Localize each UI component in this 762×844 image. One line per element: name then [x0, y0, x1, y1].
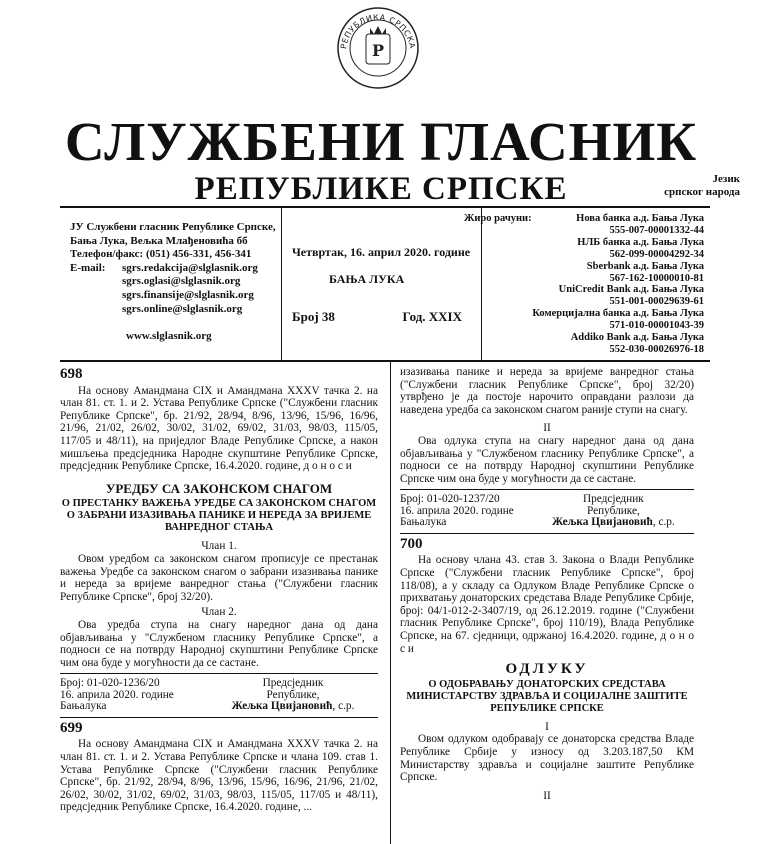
publisher-phone: Телефон/факс: (051) 456-331, 456-341: [70, 248, 252, 261]
doc-date: 16. априла 2020. године: [60, 688, 174, 701]
signer-suffix: , с.р.: [332, 700, 355, 713]
signature-block: [60, 678, 378, 713]
section-i-heading: I: [545, 720, 549, 733]
act-number-700: 700: [400, 535, 423, 552]
act-698-preamble: На основу Амандмана CIX и Амандмана XXXV тачка 2. на члан 81. ст. 1. и 2. Устава Републике Српске ("Службени гласник Републике Српске", бр. 21/92, 28/94, 8/96, 13/96, 15/96, 16/96, 21/96, 21/02, 26/02, 30/02, 31/02, 69/02, 31/03, 98/03, 115/05, 117/05 и 48/11), на приједлог Владе Републике Српске, а након мишљења предсједника Народне скупштине Републике Српске, предсједник Републике Српске, 16.4.2020. године, д о н о с и: [60, 384, 378, 473]
column-divider: [390, 362, 391, 844]
issue-info: [292, 245, 472, 325]
issue-number: Број 38: [292, 309, 335, 324]
gazette-title: СЛУЖБЕНИ ГЛАСНИК: [64, 111, 698, 172]
section-ii-heading-b: II: [543, 789, 551, 802]
bank-account: 571-010-00001043-39: [609, 320, 704, 332]
svg-text:Р: Р: [371, 41, 385, 60]
bank-name: Sberbank а.д. Бања Лука: [586, 260, 704, 272]
bank-name: Нова банка а.д. Бања Лука: [576, 213, 704, 224]
signer-name: Жељка Цвијановић: [231, 700, 333, 713]
issue-year: Год. XXIX: [402, 309, 462, 324]
bank-account: 551-001-00029639-61: [609, 296, 704, 308]
publisher-info: [70, 221, 276, 344]
doc-city: Бањалука: [60, 700, 107, 713]
article-1-heading: Члан 1.: [201, 540, 237, 553]
article-2-heading: Члан 2.: [201, 606, 237, 619]
act-separator: [60, 717, 378, 718]
section-i-text: Овом одлуком одобравају се донаторска средства Владе Републике Србије у износу од 3.203.187,50 КМ Министарству здравља и социјалне заштите Републике Српске.: [400, 733, 694, 784]
signer-title-2: Републике,: [586, 504, 640, 517]
publisher-address: Бања Лука, Вељка Млађеновића бб: [70, 234, 248, 247]
header-top-rule: [60, 206, 710, 208]
bank-label: Жиро рачуни:: [464, 213, 532, 224]
email-link[interactable]: sgrs.finansije@slglasnik.org: [122, 288, 254, 301]
act-number-699: 699: [60, 719, 83, 736]
signature-rule: [60, 673, 378, 674]
act-699-preamble: На основу Амандмана CIX и Амандмана XXXV тачка 2. на члан 81. ст. 1. и 2. Устава Републике Српске и члана 109. став 1. Устава Републике Српске ("Службени гласник Републике Српске", бр. 21/92, 28/94, 8/96, 13/96, 15/96, 16/96, 21/96, 21/02, 26/02, 30/02, 31/02, 69/02, 31/03, 98/03, 115/05, 117/05 и 48/11), предсједник Републике Српске, 16.4.2020. године, ...: [60, 738, 378, 814]
right-column: [400, 366, 694, 802]
header-divider-left: [281, 207, 282, 360]
doc-date: 16. априла 2020. године: [400, 504, 514, 517]
emblem-ring-text: РЕПУБЛИКА СРПСКА: [339, 12, 417, 50]
signer-title: Предсједник: [262, 677, 324, 690]
bank-account: 567-162-10000010-81: [609, 272, 704, 284]
issue-city: БАЊА ЛУКА: [329, 272, 405, 286]
language-note: Језик српског народа: [664, 173, 740, 198]
email-label: E-mail:: [70, 261, 106, 274]
coat-of-arms-emblem: [336, 6, 420, 90]
issue-date: Четвртак, 16. април 2020. године: [292, 245, 471, 259]
bank-name: Addiko Bank а.д. Бања Лука: [570, 332, 704, 344]
bank-name: НЛБ банка а.д. Бања Лука: [577, 236, 704, 248]
signer-suffix: , с.р.: [652, 516, 675, 529]
article-2-text: Ова уредба ступа на снагу наредног дана од дана објављивања у "Службеном гласнику Републике Српске", а подноси се на потврду Народној скупштини Републике Српске чим она буде у могућности да се састане.: [60, 618, 378, 669]
email-link[interactable]: sgrs.oglasi@slglasnik.org: [122, 275, 241, 288]
act-700-subtitle: О ОДОБРАВАЊУ ДОНАТОРСКИХ СРЕДСТАВА МИНИСТАРСТВУ ЗДРАВЉА И СОЦИЈАЛНЕ ЗАШТИТЕ РЕПУБЛИКЕ СРПСКЕ: [406, 678, 688, 714]
bank-name: UniCredit Bank а.д. Бања Лука: [558, 284, 704, 296]
bank-account: 552-030-00026976-18: [609, 343, 704, 355]
publisher-emails: [70, 262, 276, 316]
signature-rule: [400, 489, 694, 490]
bank-account: 555-007-00001332-44: [609, 224, 704, 236]
act-700-title: ОДЛУКУ: [505, 661, 589, 678]
doc-city: Бањалука: [400, 516, 447, 529]
email-link[interactable]: sgrs.redakcija@slglasnik.org: [122, 261, 258, 274]
header-bottom-rule: [60, 360, 710, 362]
signer-title-2: Републике,: [266, 688, 320, 701]
publisher-name: ЈУ Службени гласник Републике Српске,: [70, 221, 276, 233]
act-698-title: УРЕДБУ СА ЗАКОНСКОМ СНАГОМ: [105, 480, 333, 496]
act-700-preamble: На основу члана 43. став 3. Закона о Влади Републике Српске ("Службени гласник Републике Српске", број 118/08), а у складу са Одлуком Владе Републике Српске о прихватању донаторских средстава Владе Републике Србије, број: 04/1-012-2-3407/19, од 26.12.2019. године ("Службени гласник Републике Српске", број 110/19), Влада Републике Српске, на 67. сједници, одржаној 16.4.2020. године, д о н о с и: [400, 554, 694, 655]
left-column: [60, 366, 378, 814]
signer-title: Предсједник: [583, 493, 644, 506]
section-ii-heading: II: [543, 422, 551, 435]
bank-account: 562-099-00004292-34: [609, 248, 704, 260]
website-link[interactable]: www.slglasnik.org: [126, 330, 212, 343]
gazette-subtitle: РЕПУБЛИКЕ СРПСКЕ: [194, 171, 568, 207]
bank-name: Комерцијална банка а.д. Бања Лука: [532, 308, 704, 320]
email-link[interactable]: sgrs.online@slglasnik.org: [122, 302, 243, 315]
act-separator: [400, 533, 694, 534]
act-number-698: 698: [60, 366, 83, 382]
decision-continuation: изазивања панике и нереда за вријеме ванредног стања ("Службени гласник Републике Српске", број 32/20) утврђено је да постоје нарочито оправдани разлози да наведена уредба са законском снагом раније ступи на снагу.: [400, 366, 694, 416]
act-698-subtitle: О ПРЕСТАНКУ ВАЖЕЊА УРЕДБЕ СА ЗАКОНСКОМ СНАГОМ О ЗАБРАНИ ИЗАЗИВАЊА ПАНИКЕ И НЕРЕДА ЗА ВРИЈЕМЕ ВАНРЕДНОГ СТАЊА: [61, 498, 377, 534]
article-1-text: Овом уредбом са законском снагом прописује се престанак важења Уредбе са законском снагом о забрани изазивања панике и нереда за вријеме ванредног стања ("Службени гласник Републике Српске", број 32/20).: [60, 552, 378, 603]
doc-number: Број: 01-020-1237/20: [400, 493, 500, 506]
signature-block: [400, 494, 694, 529]
doc-number: Број: 01-020-1236/20: [60, 677, 160, 690]
bank-accounts: [464, 213, 704, 356]
section-ii-text: Ова одлука ступа на снагу наредног дана од дана објављивања у "Службеном гласнику Републике Српске", а подноси се на потврду Народној скупштини Републике Српске чим она буде у могућности да се састане.: [400, 434, 694, 485]
signer-name: Жељка Цвијановић: [552, 516, 653, 529]
